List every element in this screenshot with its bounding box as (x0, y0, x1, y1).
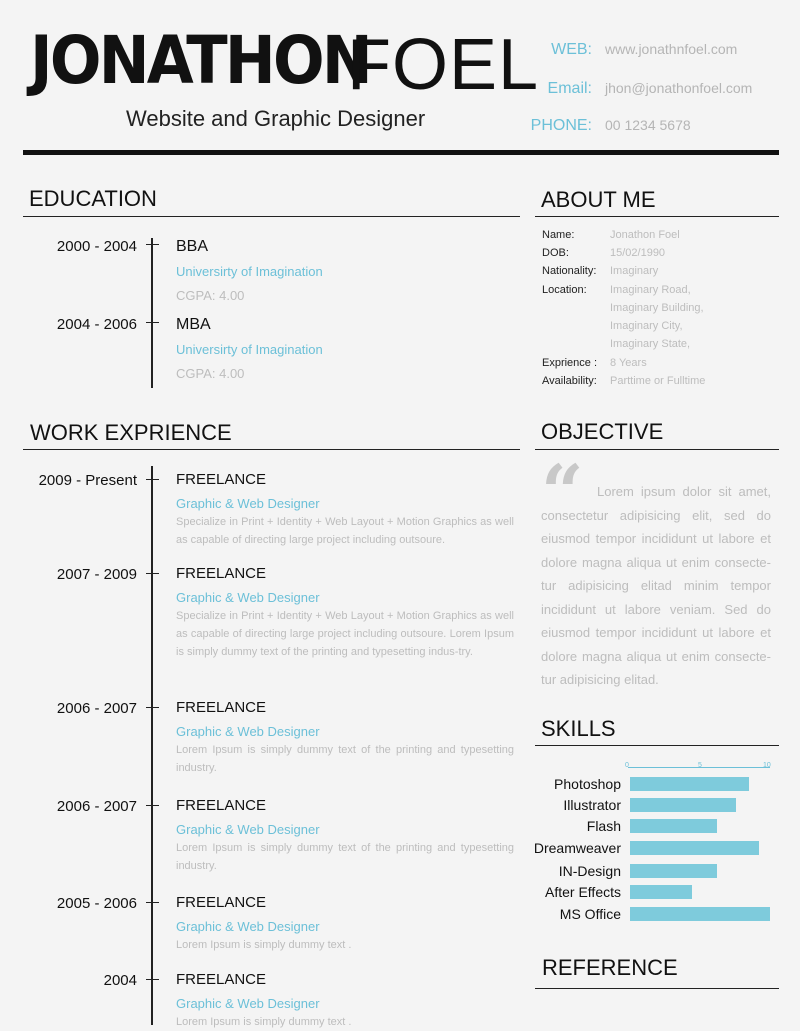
about-label: Nationality: (542, 265, 597, 277)
education-date: 2000 - 2004 (56, 238, 137, 255)
skills-tick-max: 10 (763, 762, 771, 769)
about-label: Name: (542, 229, 575, 241)
work-role: FREELANCE (176, 699, 267, 716)
education-degree: MBA (176, 316, 211, 333)
work-date: 2007 - 2009 (56, 566, 137, 583)
work-date: 2009 - Present (38, 472, 137, 489)
work-role: FREELANCE (176, 894, 267, 911)
first-name: JONATHON (30, 22, 370, 99)
about-label: DOB: (542, 247, 569, 259)
about-rule (535, 216, 779, 217)
work-role: FREELANCE (176, 565, 267, 582)
about-value: 8 Years (610, 357, 647, 369)
work-description: Lorem Ipsum is simply dummy text of the printing and typesetting industry. (176, 842, 514, 872)
skills-tick-min: 0 (625, 762, 629, 769)
work-position: Graphic & Web Designer (176, 996, 320, 1011)
skill-bar (630, 777, 749, 791)
web-label: WEB: (551, 41, 592, 58)
work-role: FREELANCE (176, 797, 267, 814)
about-label: Exprience : (542, 357, 598, 369)
plus-icon (146, 701, 159, 714)
work-position: Graphic & Web Designer (176, 822, 320, 837)
web-value[interactable]: www.jonathnfoel.com (605, 41, 738, 57)
work-date: 2004 (103, 972, 137, 989)
about-label: Availability: (542, 375, 597, 387)
phone-value: 00 1234 5678 (605, 117, 691, 133)
work-position: Graphic & Web Designer (176, 724, 320, 739)
education-degree: BBA (176, 238, 209, 255)
skills-rule (535, 745, 779, 746)
plus-icon (146, 799, 159, 812)
skill-label: Illustrator (563, 797, 621, 813)
work-date: 2006 - 2007 (56, 700, 137, 717)
plus-icon (146, 567, 159, 580)
skill-label: IN-Design (558, 863, 621, 879)
about-value: Imaginary City, (610, 320, 683, 332)
about-title: ABOUT ME (541, 187, 656, 212)
quote-icon: “ (541, 450, 584, 536)
skill-bar (630, 798, 736, 812)
header-divider (23, 150, 779, 155)
skill-label: Dreamweaver (533, 840, 621, 856)
education-cgpa: CGPA: 4.00 (176, 366, 245, 381)
about-value: Imaginary (610, 265, 659, 277)
email-value[interactable]: jhon@jonathonfoel.com (605, 80, 753, 96)
skill-bar (630, 841, 759, 855)
skills-title: SKILLS (541, 716, 616, 741)
work-title: WORK EXPRIENCE (30, 420, 232, 445)
skill-bar (630, 907, 770, 921)
work-description: Lorem Ipsum is simply dummy text of the printing and typesetting industry. (176, 744, 514, 774)
work-description: Specialize in Print + Identity + Web Layout + Motion Graphics as well as capable of directing large project including outsoure. Lorem Ipsum is simply dummy text of the printing and typesetting indus-try. (176, 610, 514, 658)
skill-bar (630, 864, 717, 878)
plus-icon (146, 973, 159, 986)
plus-icon (146, 316, 159, 329)
about-value: Imaginary Road, (610, 284, 691, 296)
work-description: Lorem Ipsum is simply dummy text . (176, 939, 352, 951)
reference-title: REFERENCE (542, 955, 678, 980)
education-school: Universirty of Imagination (176, 264, 323, 279)
about-label: Location: (542, 284, 587, 296)
skill-label: Photoshop (554, 776, 621, 792)
plus-icon (146, 238, 159, 251)
skill-bar (630, 819, 717, 833)
work-description: Lorem Ipsum is simply dummy text . (176, 1016, 352, 1028)
plus-icon (146, 473, 159, 486)
work-role: FREELANCE (176, 971, 267, 988)
about-value: 15/02/1990 (610, 247, 666, 259)
objective-body: Lorem ipsum dolor sit amet, consectetur adipisicing elit, sed do eiusmod tempor incididunt ut labore et dolore magna aliqua ut enim consecte-tur adipisicing elitad minim tempor incididunt ut labore veniam. Sed do eiusmod tempor incididunt ut labore et dolore magna aliqua ut enim consecte-tur adipisicing elitad. (541, 484, 771, 687)
education-date: 2004 - 2006 (56, 316, 137, 333)
skill-label: MS Office (559, 906, 621, 922)
work-position: Graphic & Web Designer (176, 496, 320, 511)
last-name: FOEL (347, 25, 540, 105)
skill-label: Flash (586, 818, 621, 834)
phone-label: PHONE: (530, 117, 592, 134)
about-value: Jonathon Foel (610, 229, 680, 241)
education-timeline (151, 238, 153, 388)
work-date: 2005 - 2006 (56, 895, 137, 912)
work-position: Graphic & Web Designer (176, 590, 320, 605)
email-label: Email: (547, 80, 592, 97)
education-title: EDUCATION (29, 186, 157, 211)
about-value: Imaginary State, (610, 338, 691, 350)
objective-text (541, 480, 771, 692)
skill-bar (630, 885, 692, 899)
about-value: Imaginary Building, (610, 302, 704, 314)
work-rule (23, 449, 520, 450)
work-date: 2006 - 2007 (56, 798, 137, 815)
work-role: FREELANCE (176, 471, 267, 488)
education-cgpa: CGPA: 4.00 (176, 288, 245, 303)
work-description: Specialize in Print + Identity + Web Layout + Motion Graphics as well as capable of directing large project including outsoure. (176, 516, 514, 546)
work-position: Graphic & Web Designer (176, 919, 320, 934)
skills-tick-mid: 5 (698, 762, 702, 769)
plus-icon (146, 896, 159, 909)
objective-title: OBJECTIVE (541, 419, 664, 444)
about-value: Parttime or Fulltime (610, 375, 706, 387)
education-school: Universirty of Imagination (176, 342, 323, 357)
skill-label: After Effects (545, 884, 621, 900)
education-rule (23, 216, 520, 217)
work-timeline (151, 466, 153, 1025)
reference-rule (535, 988, 779, 989)
job-title: Website and Graphic Designer (126, 106, 426, 131)
